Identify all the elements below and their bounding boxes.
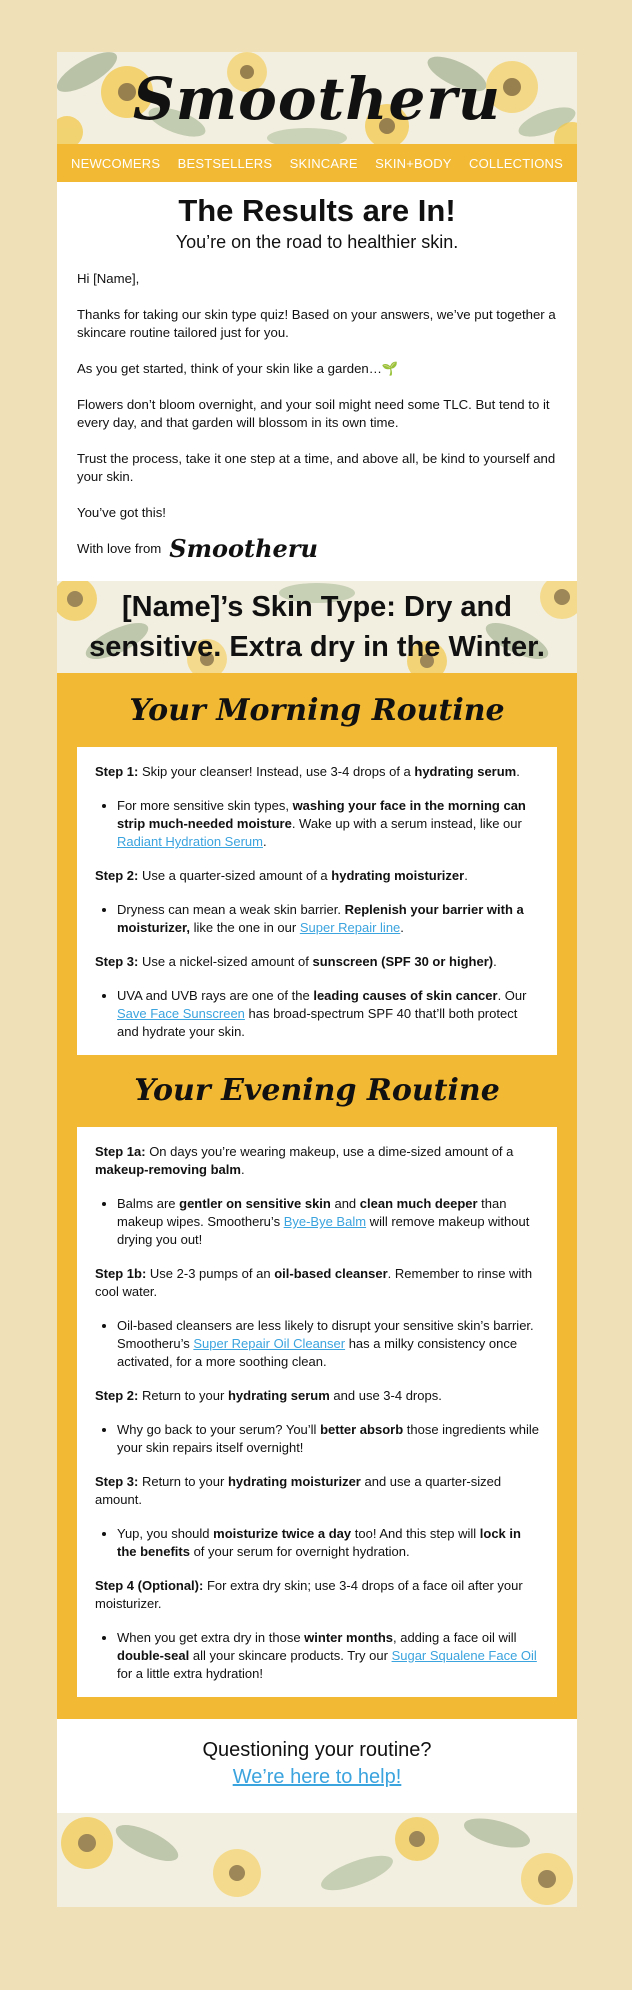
- nav-item-skin-body[interactable]: SKIN+BODY: [375, 155, 452, 171]
- super-repair-line-link[interactable]: Super Repair line: [299, 920, 401, 935]
- bye-bye-balm-link[interactable]: Bye-Bye Balm: [283, 1214, 367, 1229]
- evening-step-2-tips: [95, 1421, 539, 1457]
- intro-paragraph-3: Flowers don’t bloom overnight, and your soil might need some TLC. But tend to it every day, and that garden will blossom in its own time.: [77, 397, 550, 430]
- intro-section: [57, 182, 577, 581]
- save-face-sunscreen-link[interactable]: Save Face Sunscreen: [117, 1006, 245, 1021]
- help-link[interactable]: We’re here to help!: [232, 1766, 402, 1788]
- main-nav: [57, 144, 577, 182]
- morning-routine-card: [77, 747, 557, 1055]
- morning-step-3: Step 3: Use a nickel-sized amount of sunscreen (SPF 30 or higher).: [95, 954, 497, 969]
- evening-routine-title: Your Evening Routine: [134, 1073, 500, 1108]
- evening-step-4-tips: [95, 1629, 539, 1683]
- list-item: • Why go back to your serum? You’ll better absorb those ingredients while your skin repairs itself overnight!: [117, 1421, 539, 1457]
- nav-item-newcomers[interactable]: NEWCOMERS: [71, 155, 161, 171]
- evening-step-3-tips: [95, 1525, 539, 1561]
- evening-routine-card: [77, 1127, 557, 1697]
- list-item: • When you get extra dry in those winter months, adding a face oil will double-seal all your skincare products. Try our Sugar Squalene Face Oil for a little extra hydration!: [117, 1629, 539, 1683]
- page-subtitle: You’re on the road to healthier skin.: [175, 232, 459, 252]
- list-item: • UVA and UVB rays are one of the leading causes of skin cancer. Our Save Face Sunscreen has broad-spectrum SPF 40 that’ll both protect and hydrate your skin.: [117, 987, 539, 1041]
- signoff: [77, 534, 557, 563]
- morning-routine-title: Your Morning Routine: [129, 693, 505, 728]
- intro-paragraph-5: You’ve got this!: [77, 505, 166, 520]
- list-item: • Balms are gentler on sensitive skin and clean much deeper than makeup wipes. Smootheru’s Bye-Bye Balm will remove makeup without drying you out!: [117, 1195, 539, 1249]
- morning-step-1-tips: [95, 797, 539, 851]
- floral-background: [57, 1813, 577, 1907]
- morning-step-2: Step 2: Use a quarter-sized amount of a hydrating moisturizer.: [95, 868, 468, 883]
- page-title: The Results are In!: [178, 193, 456, 228]
- evening-step-2: Step 2: Return to your hydrating serum and use 3-4 drops.: [95, 1388, 442, 1403]
- morning-step-3-tips: [95, 987, 539, 1041]
- evening-step-1a: Step 1a: On days you’re wearing makeup, use a dime-sized amount of a makeup-removing balm.: [95, 1144, 514, 1177]
- intro-paragraph-2: As you get started, think of your skin like a garden…🌱: [77, 361, 399, 376]
- brand-logo[interactable]: Smootheru: [132, 65, 502, 133]
- help-section: [57, 1719, 577, 1813]
- greeting: Hi [Name],: [77, 271, 140, 286]
- morning-step-1: Step 1: Skip your cleanser! Instead, use 3-4 drops of a hydrating serum.: [95, 764, 520, 779]
- radiant-hydration-serum-link[interactable]: Radiant Hydration Serum: [117, 834, 263, 849]
- evening-step-1a-tips: [95, 1195, 539, 1249]
- evening-step-3: Step 3: Return to your hydrating moisturizer and use a quarter-sized amount.: [95, 1474, 502, 1507]
- morning-step-2-tips: [95, 901, 539, 937]
- evening-step-4: Step 4 (Optional): For extra dry skin; use 3-4 drops of a face oil after your moisturizer.: [95, 1578, 523, 1611]
- routines-section: [57, 673, 577, 1719]
- super-repair-oil-cleanser-link[interactable]: Super Repair Oil Cleanser: [193, 1336, 346, 1351]
- header-banner: [57, 52, 577, 144]
- list-item: • Yup, you should moisturize twice a day too! And this step will lock in the benefits of your serum for overnight hydration.: [117, 1525, 539, 1561]
- footer-banner: [57, 1813, 577, 1907]
- nav-item-collections[interactable]: COLLECTIONS: [469, 155, 563, 171]
- list-item: • Oil-based cleansers are less likely to disrupt your sensitive skin’s barrier. Smootheru’s Super Repair Oil Cleanser has a milky consistency once activated, for a more soothing clean.: [117, 1317, 539, 1371]
- evening-step-1b: Step 1b: Use 2-3 pumps of an oil-based cleanser. Remember to rinse with cool water.: [95, 1266, 533, 1299]
- help-question: Questioning your routine?: [202, 1739, 432, 1761]
- list-item: • Dryness can mean a weak skin barrier. Replenish your barrier with a moisturizer, like the one in our Super Repair line.: [117, 901, 539, 937]
- email-container: [57, 52, 577, 1907]
- signoff-text: With love from: [77, 541, 162, 556]
- intro-paragraph-4: Trust the process, take it one step at a time, and above all, be kind to yourself and your skin.: [77, 451, 556, 484]
- evening-step-1b-tips: [95, 1317, 539, 1371]
- nav-item-bestsellers[interactable]: BESTSELLERS: [177, 155, 273, 171]
- skin-type-heading: [Name]’s Skin Type: Dry and sensitive. Extra dry in the Winter.: [89, 591, 545, 663]
- list-item: • For more sensitive skin types, washing your face in the morning can strip much-needed moisture. Wake up with a serum instead, like our Radiant Hydration Serum.: [117, 797, 539, 851]
- sugar-squalene-face-oil-link[interactable]: Sugar Squalene Face Oil: [391, 1648, 537, 1663]
- intro-paragraph-1: Thanks for taking our skin type quiz! Based on your answers, we’ve put together a skincare routine tailored just for you.: [77, 307, 556, 340]
- signoff-logo: Smootheru: [169, 534, 318, 563]
- skin-type-banner: [57, 581, 577, 673]
- nav-item-skincare[interactable]: SKINCARE: [289, 155, 358, 171]
